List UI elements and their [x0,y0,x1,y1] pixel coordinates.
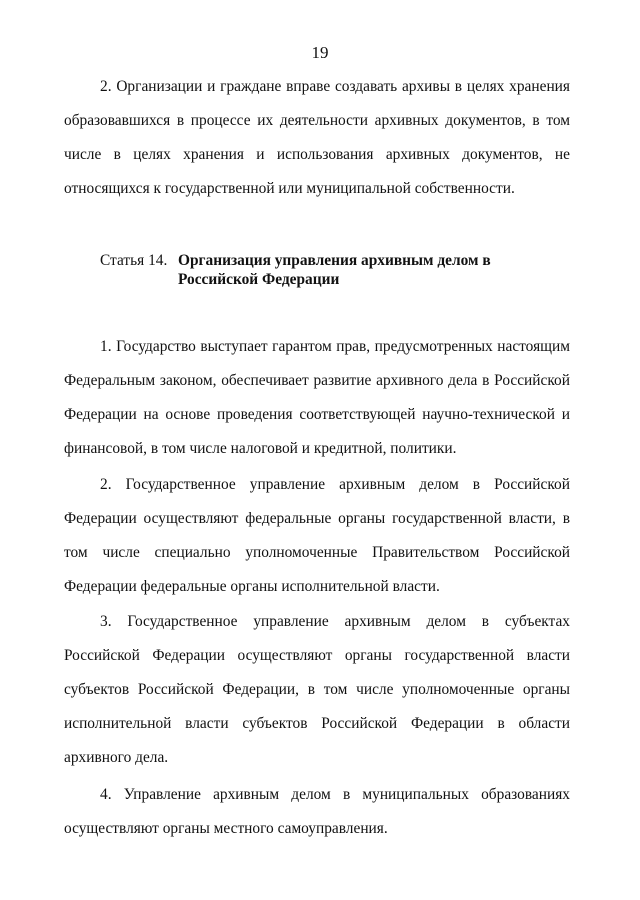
paragraph-article14-3: 3. Государственное управление архивным делом в субъектах Российской Федерации осуществляют органы государственной власти субъектов Российской Федерации, в том числе уполномоченные органы исполнительной власти субъектов Российской Федерации в области архивного дела. [64,613,570,766]
paragraph-2-archives-by-organizations: 2. Организации и граждане вправе создавать архивы в целях хранения образовавшихся в процессе их деятельности архивных документов, в том числе в целях хранения и использования архивных документов, не относящихся к государственной или муниципальной собственности. [64,78,570,197]
paragraph-article14-4: 4. Управление архивным делом в муниципальных образованиях осуществляют органы местного самоуправления. [64,786,570,837]
article-heading [100,251,570,289]
article-title: Организация управления архивным делом в Российской Федерации [178,252,491,288]
page-number: 19 [311,43,329,62]
paragraph-article14-2: 2. Государственное управление архивным делом в Российской Федерации осуществляют федеральные органы государственной власти, в том числе специально уполномоченные Правительством Российской Федерации федеральные органы исполнительной власти. [64,476,570,595]
paragraph-article14-1: 1. Государство выступает гарантом прав, предусмотренных настоящим Федеральным законом, обеспечивает развитие архивного дела в Российской Федерации на основе проведения соответствующей научно-технической и финансовой, в том числе налоговой и кредитной, политики. [64,338,570,457]
article-label: Статья 14. [100,252,168,269]
